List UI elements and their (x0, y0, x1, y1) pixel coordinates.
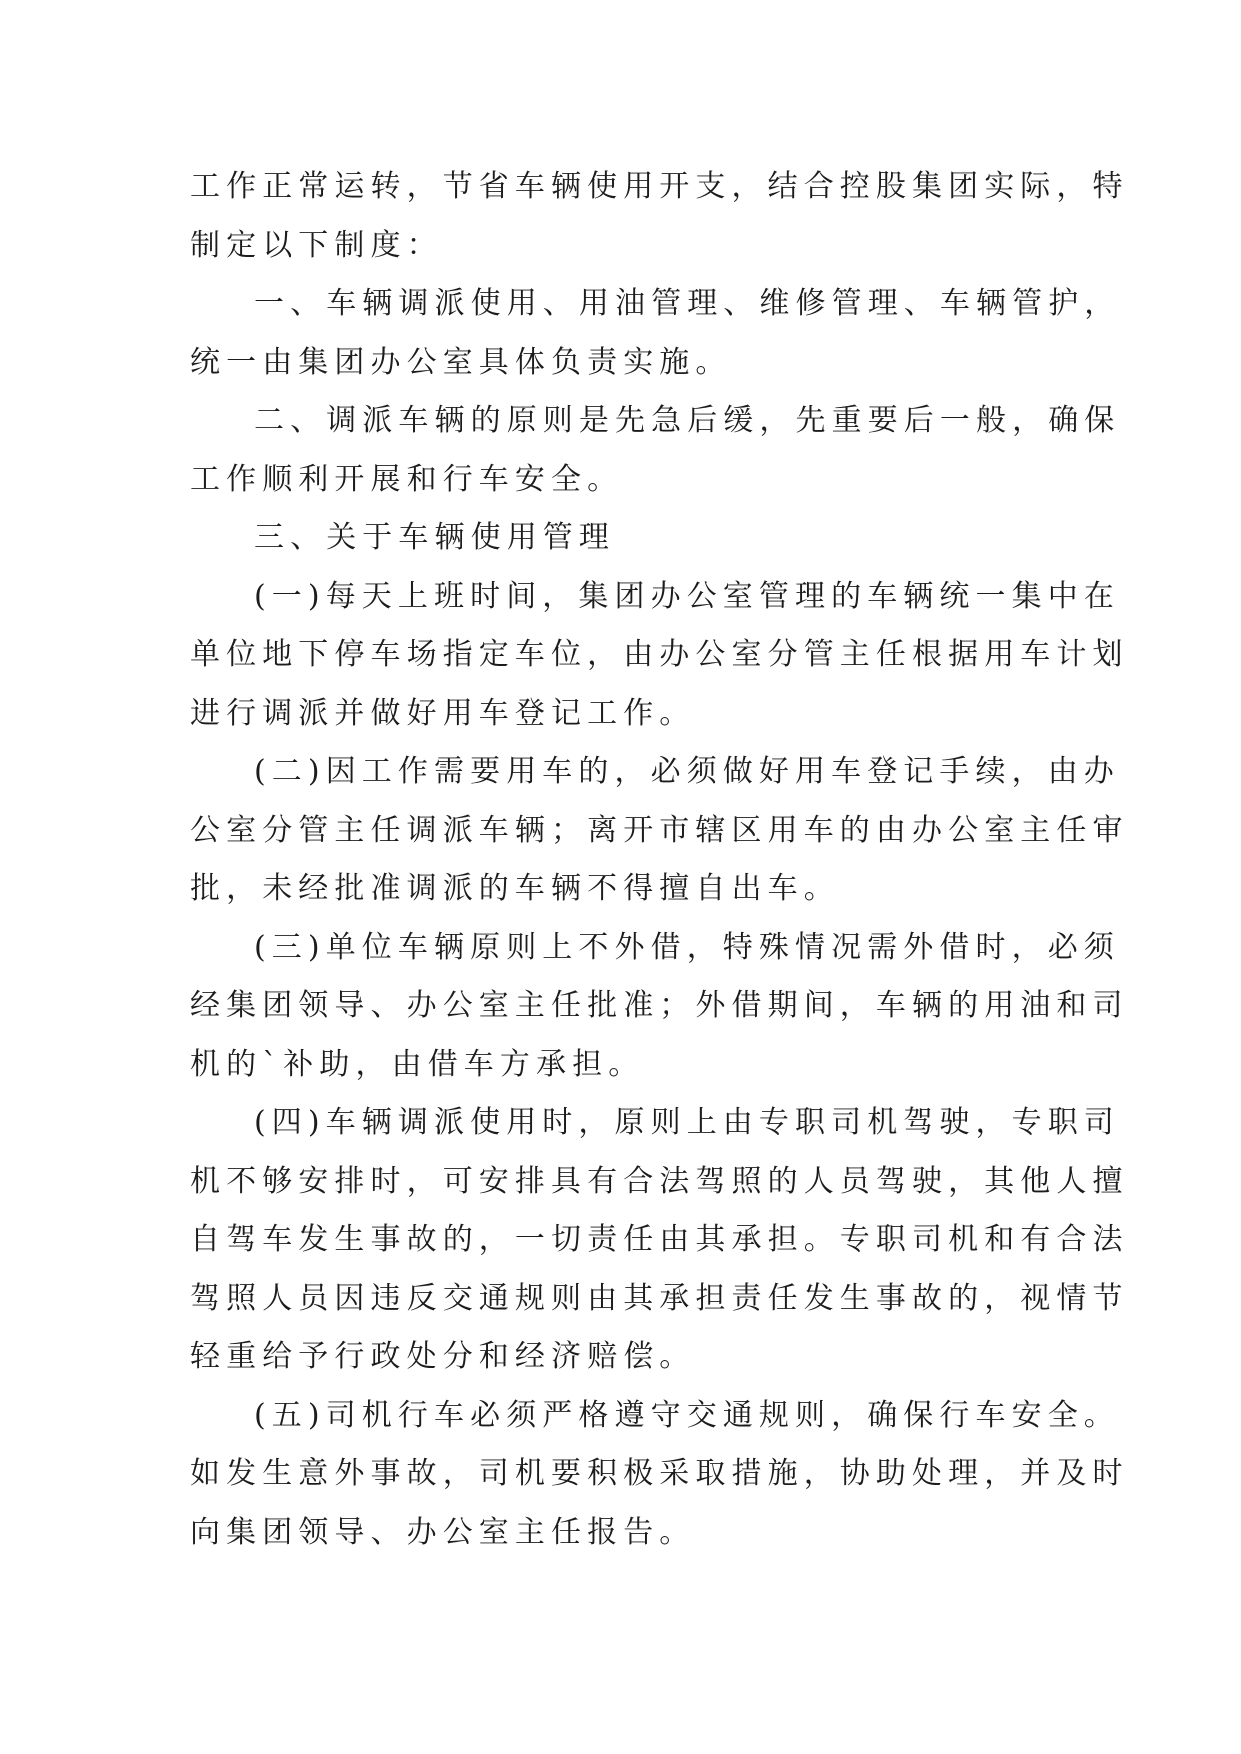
text-line: (二)因工作需要用车的，必须做好用车登记手续，由办 (254, 754, 1120, 789)
text-line: 工作顺利开展和行车安全。 (190, 461, 624, 497)
text-line: 公室分管主任调派车辆；离开市辖区用车的由办公室主任审 (190, 812, 1129, 848)
text-line: 进行调派并做好用车登记工作。 (190, 695, 696, 731)
text-line: 向集团领导、办公室主任报告。 (190, 1514, 696, 1550)
text-line: 批，未经批准调派的车辆不得擅自出车。 (190, 871, 840, 906)
text-line: 驾照人员因违反交通规则由其承担责任发生事故的，视情节 (190, 1280, 1129, 1316)
text-line: 自驾车发生事故的，一切责任由其承担。专职司机和有合法 (190, 1222, 1129, 1257)
text-line: 三、关于车辆使用管理 (254, 520, 615, 555)
text-line: 统一由集团办公室具体负责实施。 (190, 344, 732, 380)
text-line: 一、车辆调派使用、用油管理、维修管理、车辆管护， (254, 286, 1121, 321)
text-line: 制定以下制度： (190, 227, 443, 263)
text-line: 机不够安排时，可安排具有合法驾照的人员驾驶，其他人擅 (190, 1163, 1129, 1199)
text-line: (五)司机行车必须严格遵守交通规则，确保行车安全。 (254, 1397, 1120, 1433)
text-line: 二、调派车辆的原则是先急后缓，先重要后一般，确保 (254, 403, 1121, 438)
text-line: 工作正常运转，节省车辆使用开支，结合控股集团实际，特 (190, 169, 1129, 204)
text-line: 单位地下停车场指定车位，由办公室分管主任根据用车计划 (190, 637, 1129, 672)
text-line: 如发生意外事故，司机要积极采取措施，协助处理，并及时 (190, 1456, 1129, 1491)
text-line: (三)单位车辆原则上不外借，特殊情况需外借时，必须 (254, 929, 1120, 965)
text-line: (一)每天上班时间，集团办公室管理的车辆统一集中在 (254, 578, 1120, 614)
text-line: (四)车辆调派使用时，原则上由专职司机驾驶，专职司 (254, 1105, 1120, 1140)
text-line: 轻重给予行政处分和经济赔偿。 (190, 1339, 696, 1374)
text-line: 机的`补助，由借车方承担。 (190, 1046, 645, 1082)
document-body (190, 158, 1129, 1562)
text-line: 经集团领导、办公室主任批准；外借期间，车辆的用油和司 (190, 988, 1129, 1023)
